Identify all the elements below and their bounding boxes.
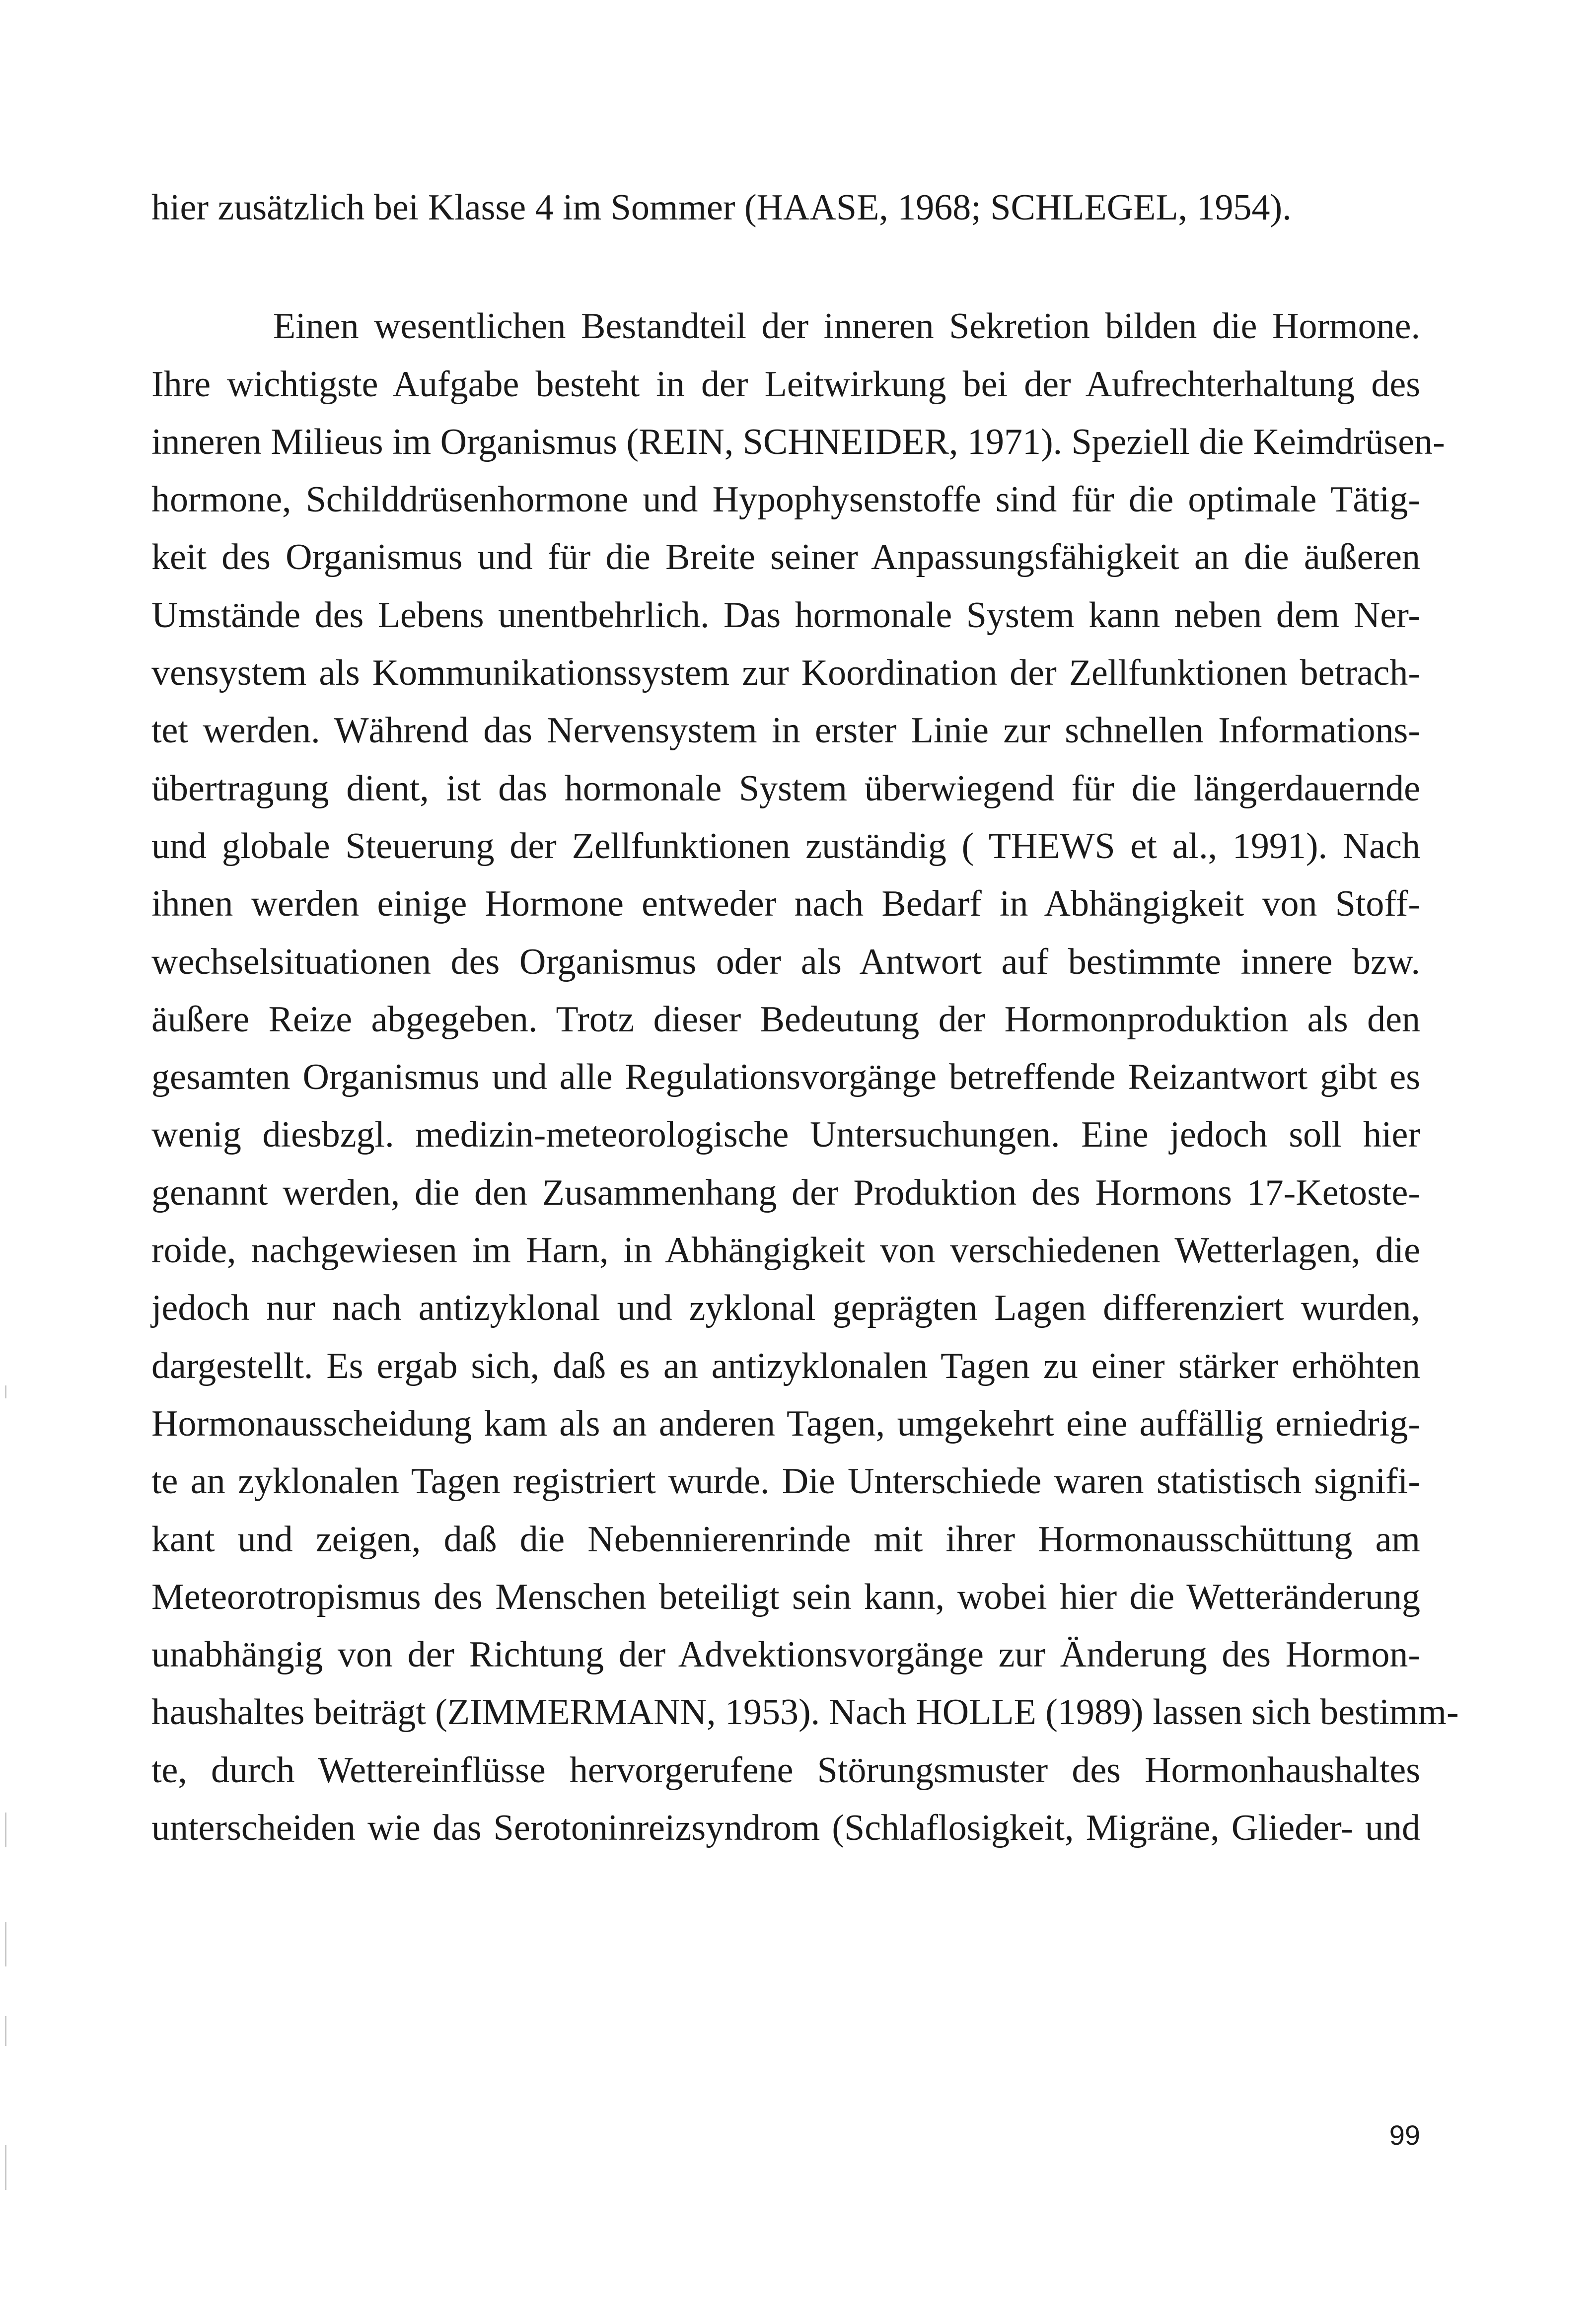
text-line: keit des Organismus und für die Breite seiner Anpassungsfähigkeit an die äußeren: [151, 537, 1420, 578]
text-line: vensystem als Kommunikationssystem zur Koordination der Zellfunktionen betrach-: [151, 653, 1420, 694]
text-line: te an zyklonalen Tagen registriert wurde. Die Unterschiede waren statistisch signifi-: [151, 1461, 1420, 1502]
text-line: dargestellt. Es ergab sich, daß es an antizyklonalen Tagen zu einer stärker erhöhten: [151, 1345, 1420, 1386]
text-line: inneren Milieus im Organismus (REIN, SCHNEIDER, 1971). Speziell die Keimdrüsen-: [151, 421, 1445, 462]
text-line: hier zusätzlich bei Klasse 4 im Sommer (HAASE, 1968; SCHLEGEL, 1954).: [151, 187, 1292, 228]
text-line: genannt werden, die den Zusammenhang der Produktion des Hormons 17-Ketoste-: [151, 1172, 1420, 1213]
scan-edge-mark: [5, 1385, 6, 1398]
text-line: wechselsituationen des Organismus oder als Antwort auf bestimmte innere bzw.: [151, 941, 1420, 982]
text-line: tet werden. Während das Nervensystem in erster Linie zur schnellen Informations-: [151, 710, 1420, 751]
scan-edge-mark: [5, 2016, 6, 2046]
text-line: übertragung dient, ist das hormonale System überwiegend für die längerdauernde: [151, 768, 1420, 809]
text-line: Einen wesentlichen Bestandteil der inneren Sekretion bilden die Hormone.: [273, 306, 1420, 347]
text-line: Hormonausscheidung kam als an anderen Tagen, umgekehrt eine auffällig erniedrig-: [151, 1403, 1420, 1444]
text-line: roide, nachgewiesen im Harn, in Abhängigkeit von verschiedenen Wetterlagen, die: [151, 1230, 1420, 1271]
text-line: wenig diesbzgl. medizin-meteorologische Untersuchungen. Eine jedoch soll hier: [151, 1114, 1420, 1156]
text-line: haushaltes beiträgt (ZIMMERMANN, 1953). Nach HOLLE (1989) lassen sich bestimm-: [151, 1692, 1459, 1733]
text-line: Umstände des Lebens unentbehrlich. Das hormonale System kann neben dem Ner-: [151, 594, 1420, 636]
text-line: äußere Reize abgegeben. Trotz dieser Bedeutung der Hormonproduktion als den: [151, 999, 1420, 1040]
paragraph-gap: [151, 236, 1420, 297]
text-line: gesamten Organismus und alle Regulationsvorgänge betreffende Reizantwort gibt es: [151, 1057, 1420, 1098]
paragraph: [151, 179, 1420, 236]
text-line: Meteorotropismus des Menschen beteiligt sein kann, wobei hier die Wetteränderung: [151, 1576, 1420, 1617]
scan-edge-mark: [5, 1813, 6, 1847]
text-line: hormone, Schilddrüsenhormone und Hypophysenstoffe sind für die optimale Tätig-: [151, 479, 1420, 520]
text-line: und globale Steuerung der Zellfunktionen zuständig ( THEWS et al., 1991). Nach: [151, 825, 1420, 867]
text-line: Ihre wichtigste Aufgabe besteht in der Leitwirkung bei der Aufrechterhaltung des: [151, 363, 1420, 405]
body-text: [151, 179, 1459, 1857]
text-line: unterscheiden wie das Serotoninreizsyndrom (Schlaflosigkeit, Migräne, Glieder- und: [151, 1808, 1420, 1849]
scan-edge-mark: [5, 2145, 6, 2190]
scan-edge-mark: [5, 1922, 6, 1966]
text-line: ihnen werden einige Hormone entweder nach Bedarf in Abhängigkeit von Stoff-: [151, 883, 1420, 925]
text-line: kant und zeigen, daß die Nebennierenrinde mit ihrer Hormonausschüttung am: [151, 1519, 1420, 1560]
page-number: 99: [1389, 2119, 1420, 2151]
text-line: te, durch Wettereinflüsse hervorgerufene Störungsmuster des Hormonhaushaltes: [151, 1749, 1420, 1791]
text-line: jedoch nur nach antizyklonal und zyklonal geprägten Lagen differenziert wurden,: [151, 1288, 1420, 1329]
text-line: unabhängig von der Richtung der Advektionsvorgänge zur Änderung des Hormon-: [151, 1634, 1420, 1675]
paragraph: [151, 297, 1459, 1857]
